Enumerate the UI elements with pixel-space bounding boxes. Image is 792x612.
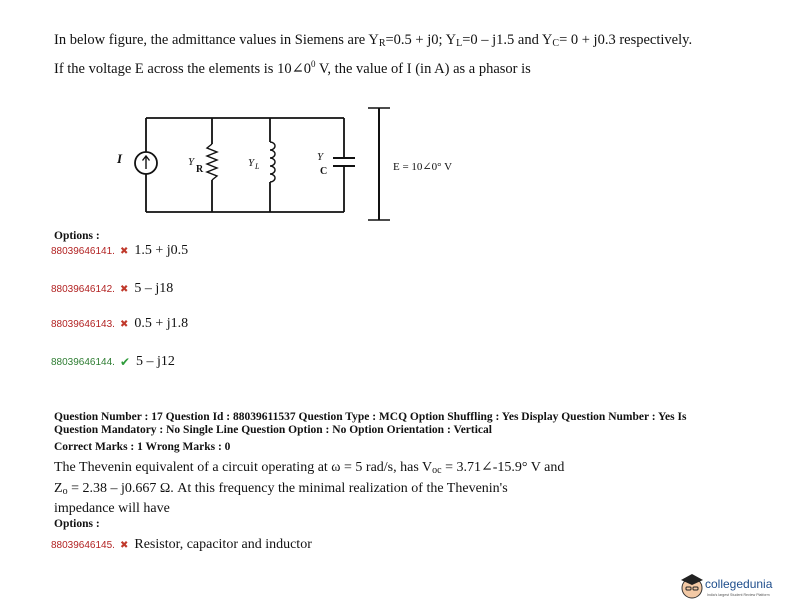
cross-icon: ✖ (119, 318, 129, 330)
option-id: 88039646145. (51, 539, 115, 551)
option-id: 88039646143. (51, 318, 115, 330)
inductor-icon (270, 142, 275, 182)
option-row-2[interactable] (51, 281, 173, 297)
yl-sub: L (255, 162, 260, 171)
option-row-4[interactable] (51, 354, 175, 370)
question-2-text (54, 459, 614, 518)
cross-icon: ✖ (119, 283, 129, 295)
yr-label: Y (188, 156, 195, 168)
question-1-line-1: In below figure, the admittance values in Siemens are $Y_R=0.5 + j0$; $Y_L=0 - j1.5$ and $Y_C= 0 + j0.3$ respectively. (54, 32, 693, 49)
source-label: I (117, 151, 123, 166)
check-icon: ✔ (119, 354, 131, 369)
yr-sub: R (196, 164, 204, 175)
option-row-3[interactable] (51, 316, 188, 332)
resistor-icon (207, 144, 217, 180)
cross-icon: ✖ (119, 245, 129, 257)
option-text: Resistor, capacitor and inductor (134, 537, 312, 552)
voltage-label: E = 10∠0° V (393, 161, 453, 173)
options-label-1: Options : (54, 230, 100, 242)
question-meta-line-2: Question Mandatory : No Single Line Question Option : No Option Orientation : Vertical (54, 424, 492, 436)
option-id: 88039646141. (51, 245, 115, 257)
logo-brand: collegedunia (705, 577, 773, 591)
options-label-2: Options : (54, 518, 100, 530)
option-row-1[interactable] (51, 243, 188, 259)
circuit-figure (100, 100, 500, 225)
yl-label: Y (248, 157, 255, 169)
cross-icon: ✖ (119, 539, 129, 551)
option-text: 5 – j18 (134, 281, 174, 296)
option-text: 1.5 + j0.5 (134, 243, 189, 258)
question-2-line-1: The Thevenin equivalent of a circuit operating at ω = 5 rad/s, has $V_{oc}$ = 3.71∠-15.9° V and (54, 460, 565, 476)
question-1-text (54, 30, 692, 80)
yc-label: Y (317, 151, 324, 163)
yc-sub: C (320, 166, 328, 177)
question-1-line-2: If the voltage E across the elements is $10\angle 0^0$ V, the value of I (in A) as a phasor is (54, 59, 531, 77)
question-marks: Correct Marks : 1 Wrong Marks : 0 (54, 441, 231, 453)
option-id: 88039646142. (51, 283, 115, 295)
option-text: 0.5 + j1.8 (134, 316, 189, 331)
logo-graphic (680, 571, 790, 605)
question-2-line-3: impedance will have (54, 501, 170, 516)
option-row-5[interactable] (51, 537, 312, 553)
question-meta-line-1: Question Number : 17 Question Id : 88039611537 Question Type : MCQ Option Shuffling : Yes Display Question Number : Yes Is (54, 411, 687, 423)
option-id: 88039646144. (51, 356, 115, 368)
collegedunia-logo (680, 571, 790, 605)
option-text: 5 – j12 (136, 354, 175, 369)
question-2-line-2: $Z_o = 2.38 - j0.667$ Ω. At this frequency the minimal realization of the Thevenin's (54, 480, 508, 497)
logo-tagline: India's largest Student Review Platform (707, 593, 770, 597)
